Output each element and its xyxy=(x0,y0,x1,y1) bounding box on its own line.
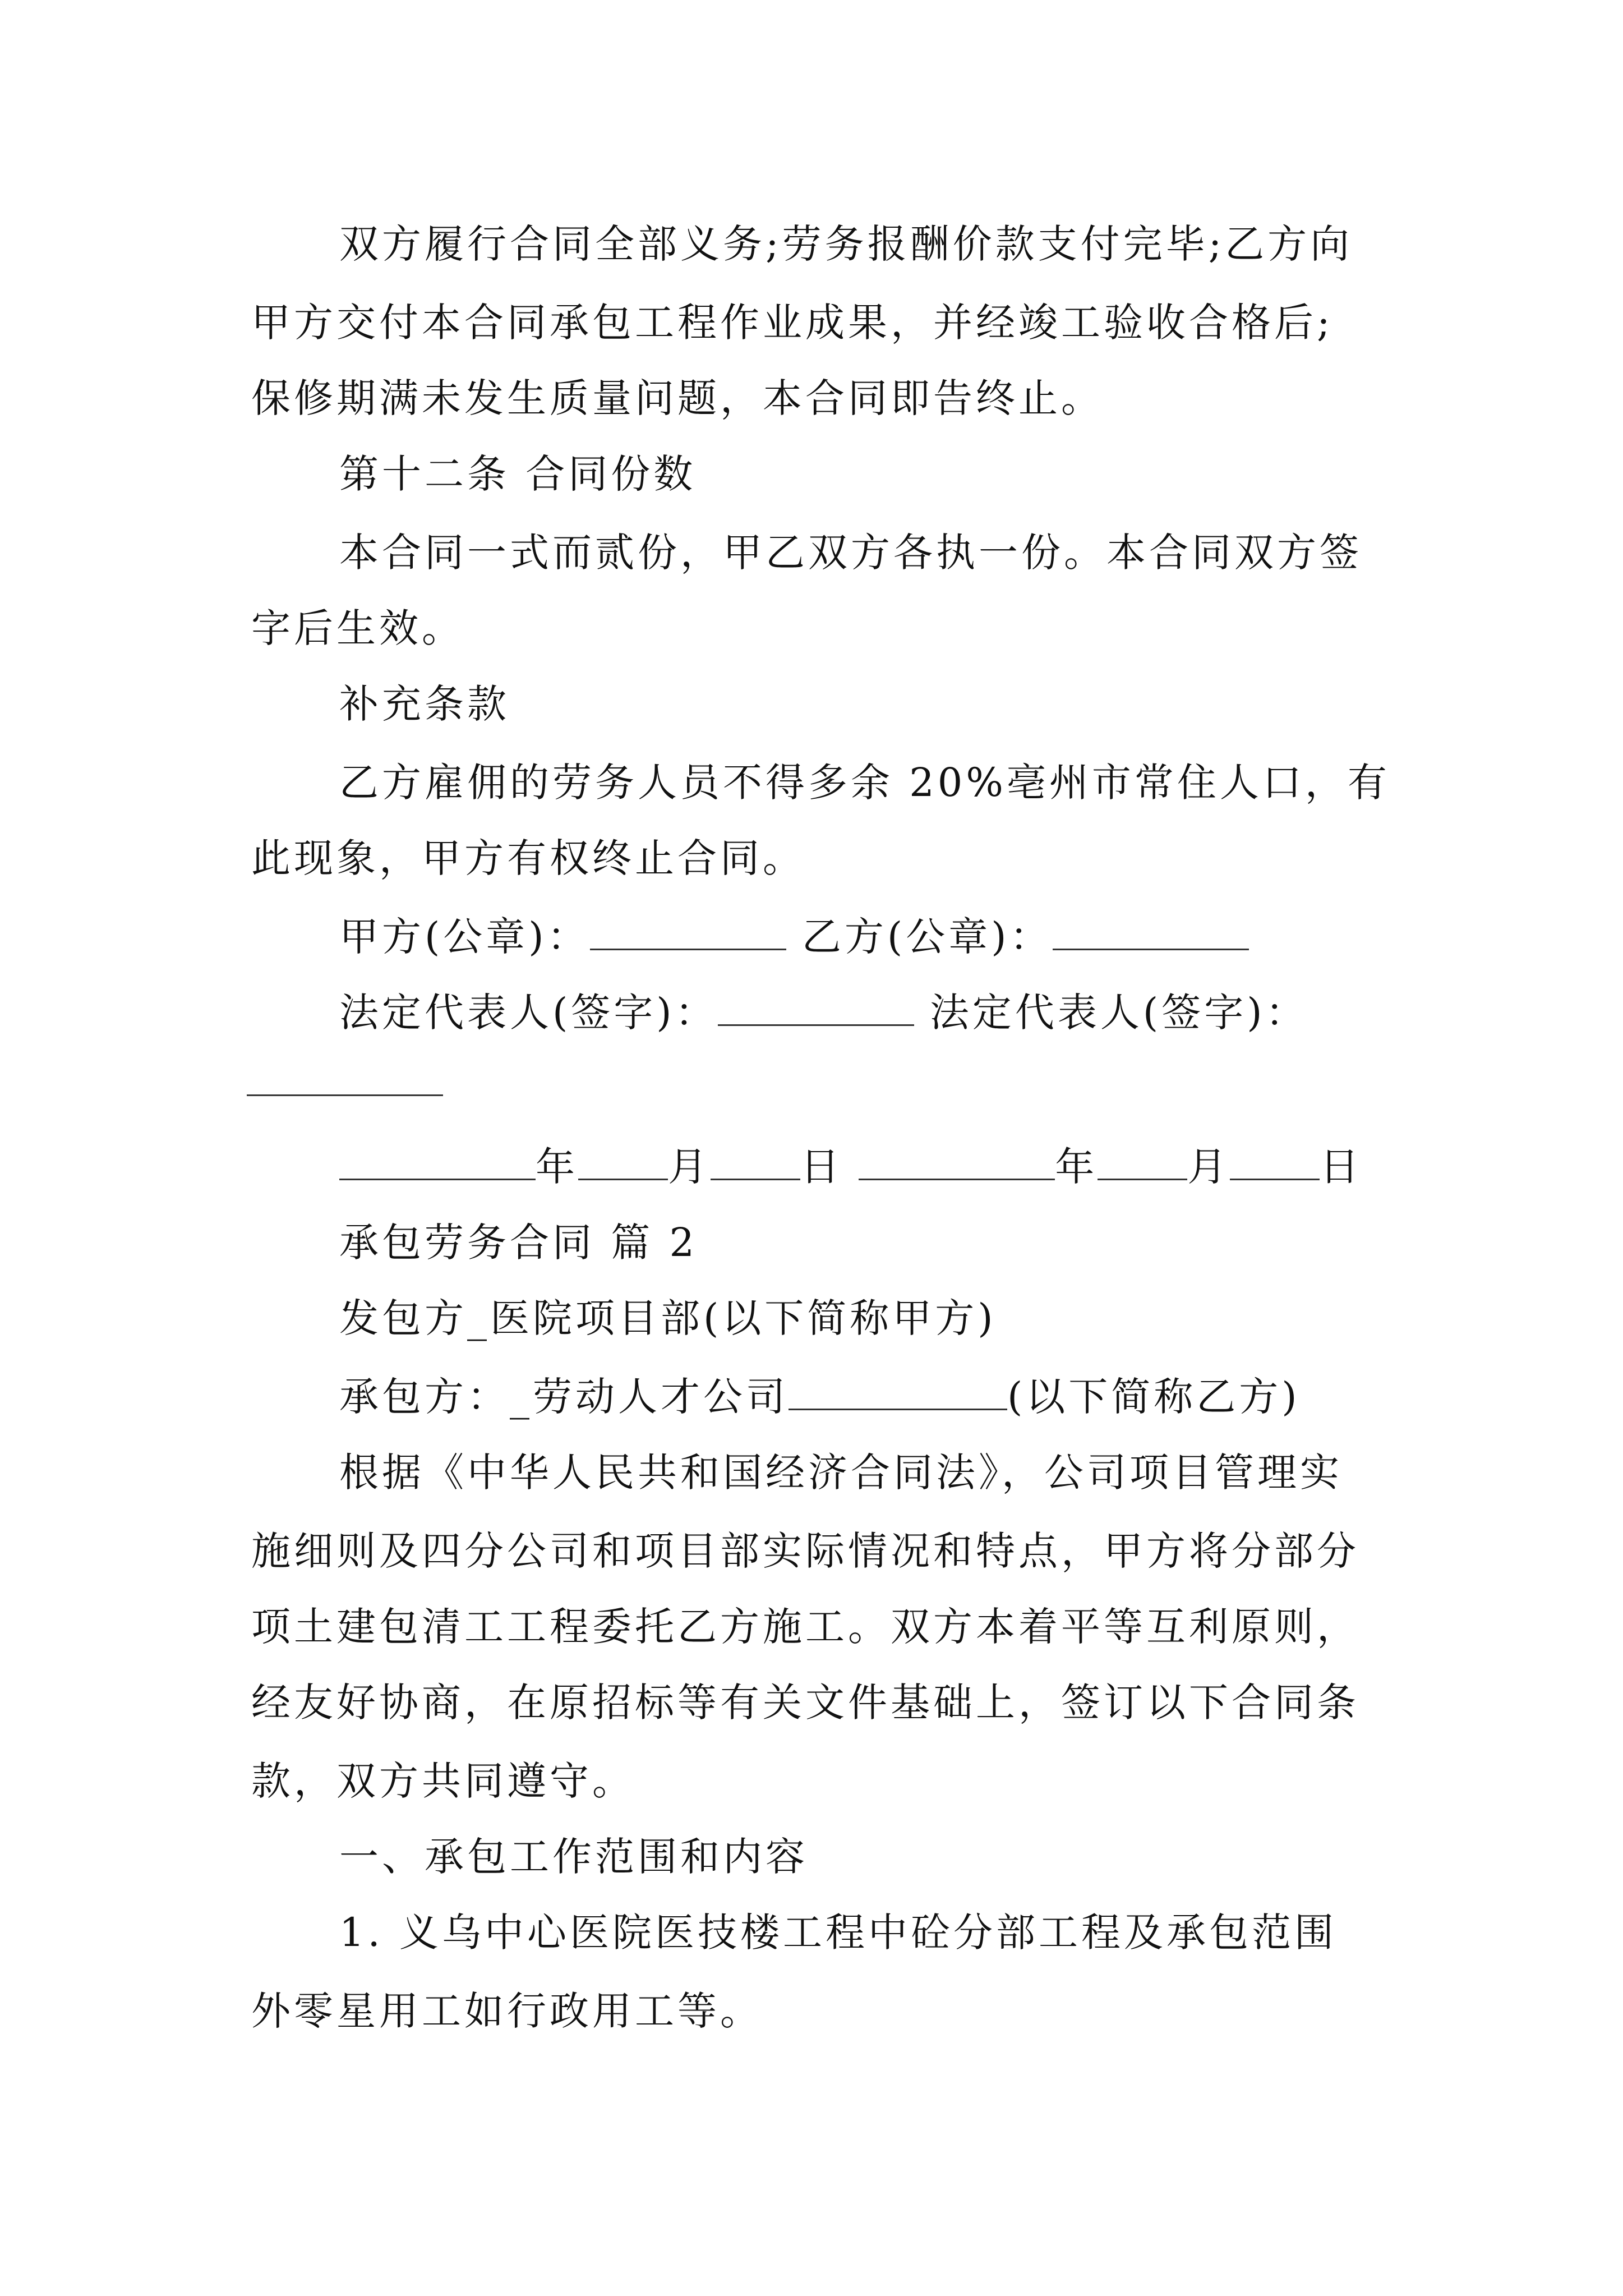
employer-name: 医院项目部(以下简称甲方) xyxy=(490,1295,997,1341)
contractor-line: 承包方：_劳动人才公司 (以下简称乙方) xyxy=(339,1369,1301,1425)
year-label: 年 xyxy=(536,1144,578,1190)
contractor-blank[interactable] xyxy=(789,1369,1007,1410)
party-b-seal-label: 乙方(公章)： xyxy=(801,914,1053,960)
date-a-month-blank[interactable] xyxy=(578,1139,668,1180)
paragraph-line: 乙方雇佣的劳务人员不得多余 20%亳州市常住人口，有 xyxy=(339,760,1390,806)
month-label: 月 xyxy=(1187,1144,1230,1190)
party-b-seal-blank[interactable] xyxy=(1053,909,1249,950)
paragraph-line: 保修期满未发生质量问题，本合同即告终止。 xyxy=(251,375,1104,421)
legal-rep-b-line xyxy=(247,1055,443,1111)
paragraph-line: 1. 义乌中心医院医技楼工程中砼分部工程及承包范围 xyxy=(339,1910,1338,1955)
paragraph-line: 根据《中华人民共和国经济合同法》，公司项目管理实 xyxy=(339,1450,1343,1496)
paragraph-line: 本合同一式而贰份，甲乙双方各执一份。本合同双方签 xyxy=(339,530,1362,576)
seal-line xyxy=(339,909,1249,965)
paragraph-line: 双方履行合同全部义务;劳务报酬价款支付完毕;乙方向 xyxy=(339,221,1353,267)
contractor-suffix: (以下简称乙方) xyxy=(1007,1374,1301,1420)
section-title: 补充条款 xyxy=(339,681,510,727)
paragraph-line: 项土建包清工工程委托乙方施工。双方本着平等互利原则， xyxy=(251,1604,1359,1650)
paragraph-line: 此现象，甲方有权终止合同。 xyxy=(251,835,805,881)
section-title: 一、承包工作范围和内容 xyxy=(339,1834,808,1880)
date-a-year-blank[interactable] xyxy=(339,1139,536,1180)
legal-rep-a-label: 法定代表人(签字)： xyxy=(339,990,718,1036)
date-line xyxy=(339,1139,1362,1195)
paragraph-line: 经友好协商，在原招标等有关文件基础上，签订以下合同条 xyxy=(251,1680,1359,1726)
contract-title: 承包劳务合同 篇 2 xyxy=(339,1220,698,1266)
legal-rep-line xyxy=(339,984,1308,1041)
contractor-name: 劳动人才公司 xyxy=(533,1374,789,1420)
day-label: 日 xyxy=(1320,1144,1363,1190)
paragraph-line: 外零星用工如行政用工等。 xyxy=(251,1988,763,2034)
date-a-day-blank[interactable] xyxy=(711,1139,800,1180)
party-a-seal-blank[interactable] xyxy=(590,909,786,950)
date-b-year-blank[interactable] xyxy=(859,1139,1055,1180)
legal-rep-a-blank[interactable] xyxy=(718,985,914,1026)
employer-line: 发包方_医院项目部(以下简称甲方) xyxy=(339,1295,997,1341)
employer-label: 发包方 xyxy=(339,1295,467,1341)
legal-rep-b-blank[interactable] xyxy=(247,1055,443,1096)
date-b-day-blank[interactable] xyxy=(1230,1139,1320,1180)
paragraph-line: 甲方交付本合同承包工程作业成果，并经竣工验收合格后; xyxy=(251,300,1334,346)
paragraph-line: 施细则及四分公司和项目部实际情况和特点，甲方将分部分 xyxy=(251,1528,1359,1574)
party-a-seal-label: 甲方(公章)： xyxy=(339,914,590,960)
paragraph-line: 字后生效。 xyxy=(251,605,464,651)
article-title: 第十二条 合同份数 xyxy=(339,451,697,497)
legal-rep-b-label: 法定代表人(签字)： xyxy=(929,990,1308,1036)
date-b-month-blank[interactable] xyxy=(1098,1139,1187,1180)
year-label: 年 xyxy=(1055,1144,1098,1190)
contractor-label: 承包方： xyxy=(339,1374,510,1420)
month-label: 月 xyxy=(668,1144,711,1190)
day-label: 日 xyxy=(800,1144,843,1190)
paragraph-line: 款，双方共同遵守。 xyxy=(251,1758,635,1804)
